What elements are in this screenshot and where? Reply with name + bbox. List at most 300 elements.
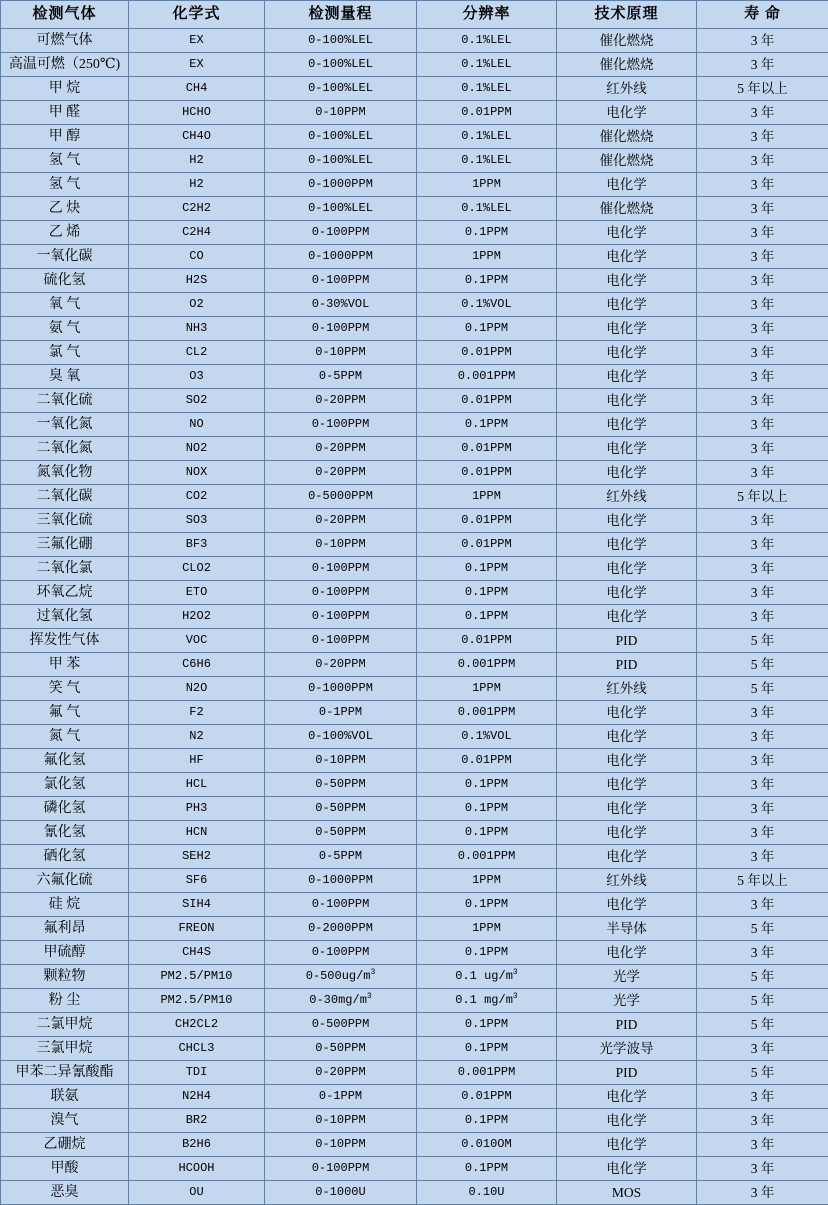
cell-technology: 电化学: [557, 293, 697, 317]
table-row: [1, 413, 828, 437]
cell-formula: F2: [129, 701, 265, 725]
table-row: [1, 1181, 828, 1205]
cell-formula: SO3: [129, 509, 265, 533]
cell-formula: HCHO: [129, 101, 265, 125]
cell-range: 0-2000PPM: [265, 917, 417, 941]
cell-resolution: 0.001PPM: [417, 653, 557, 677]
cell-lifetime: 3 年: [697, 149, 828, 173]
cell-gas-name: 氨 气: [1, 317, 129, 341]
cell-technology: 电化学: [557, 821, 697, 845]
cell-technology: 电化学: [557, 941, 697, 965]
cell-range: 0-100%LEL: [265, 197, 417, 221]
cell-technology: PID: [557, 653, 697, 677]
cell-range: 0-30%VOL: [265, 293, 417, 317]
cell-gas-name: 可燃气体: [1, 29, 129, 53]
cell-resolution: 0.1%VOL: [417, 725, 557, 749]
cell-gas-name: 颗粒物: [1, 965, 129, 989]
table-row: [1, 1061, 828, 1085]
cell-gas-name: 甲 苯: [1, 653, 129, 677]
cell-formula: CH2CL2: [129, 1013, 265, 1037]
table-row: [1, 677, 828, 701]
cell-gas-name: 二氧化氮: [1, 437, 129, 461]
cell-range: 0-20PPM: [265, 653, 417, 677]
cell-resolution: 0.001PPM: [417, 845, 557, 869]
cell-gas-name: 乙硼烷: [1, 1133, 129, 1157]
cell-technology: 催化燃烧: [557, 197, 697, 221]
table-row: [1, 221, 828, 245]
cell-resolution: 0.1PPM: [417, 413, 557, 437]
cell-range: 0-100PPM: [265, 893, 417, 917]
cell-range: 0-10PPM: [265, 1133, 417, 1157]
table-row: [1, 533, 828, 557]
cell-lifetime: 3 年: [697, 1085, 828, 1109]
cell-technology: 电化学: [557, 581, 697, 605]
cell-gas-name: 二氯甲烷: [1, 1013, 129, 1037]
cell-technology: 电化学: [557, 509, 697, 533]
cell-gas-name: 硫化氢: [1, 269, 129, 293]
cell-formula: CH4S: [129, 941, 265, 965]
table-body: [1, 29, 828, 1205]
cell-formula: H2S: [129, 269, 265, 293]
cell-resolution: 0.1PPM: [417, 269, 557, 293]
cell-range: 0-500PPM: [265, 1013, 417, 1037]
cell-lifetime: 3 年: [697, 293, 828, 317]
cell-resolution: 0.1 $mg/m^3$: [417, 989, 557, 1013]
cell-gas-name: 氮氧化物: [1, 461, 129, 485]
cell-lifetime: 3 年: [697, 509, 828, 533]
cell-technology: 电化学: [557, 389, 697, 413]
cell-range: 0-20PPM: [265, 509, 417, 533]
cell-lifetime: 3 年: [697, 845, 828, 869]
cell-technology: 电化学: [557, 437, 697, 461]
table-row: [1, 725, 828, 749]
cell-resolution: 0.010OM: [417, 1133, 557, 1157]
table-header-row: [1, 1, 828, 29]
cell-range: 0-1PPM: [265, 701, 417, 725]
table-row: [1, 821, 828, 845]
cell-technology: 电化学: [557, 533, 697, 557]
cell-gas-name: 恶臭: [1, 1181, 129, 1205]
cell-technology: MOS: [557, 1181, 697, 1205]
cell-formula: H2: [129, 173, 265, 197]
cell-technology: 催化燃烧: [557, 53, 697, 77]
cell-lifetime: 5 年: [697, 1061, 828, 1085]
cell-technology: 光学: [557, 965, 697, 989]
cell-lifetime: 3 年: [697, 269, 828, 293]
cell-formula: EX: [129, 29, 265, 53]
cell-formula: C6H6: [129, 653, 265, 677]
cell-gas-name: 一氧化碳: [1, 245, 129, 269]
cell-gas-name: 磷化氢: [1, 797, 129, 821]
cell-formula: C2H2: [129, 197, 265, 221]
cell-gas-name: 氰化氢: [1, 821, 129, 845]
cell-gas-name: 二氧化硫: [1, 389, 129, 413]
cell-range: 0-10PPM: [265, 749, 417, 773]
table-row: [1, 653, 828, 677]
cell-lifetime: 5 年: [697, 965, 828, 989]
table-row: [1, 173, 828, 197]
cell-resolution: 1PPM: [417, 245, 557, 269]
cell-formula: N2O: [129, 677, 265, 701]
cell-technology: 光学: [557, 989, 697, 1013]
cell-range: $0-500ug/m^3$: [265, 965, 417, 989]
cell-technology: 电化学: [557, 797, 697, 821]
cell-range: 0-100PPM: [265, 1157, 417, 1181]
cell-technology: 电化学: [557, 605, 697, 629]
table-row: [1, 29, 828, 53]
cell-range: 0-100%LEL: [265, 53, 417, 77]
cell-gas-name: 溴气: [1, 1109, 129, 1133]
cell-range: 0-1000U: [265, 1181, 417, 1205]
cell-formula: NH3: [129, 317, 265, 341]
cell-lifetime: 5 年: [697, 653, 828, 677]
cell-range: $0-30mg/m^3$: [265, 989, 417, 1013]
cell-formula: HCL: [129, 773, 265, 797]
cell-resolution: 0.01PPM: [417, 437, 557, 461]
cell-formula: PM2.5/PM10: [129, 965, 265, 989]
table-row: [1, 1013, 828, 1037]
cell-resolution: 1PPM: [417, 485, 557, 509]
cell-formula: FREON: [129, 917, 265, 941]
cell-gas-name: 二氧化碳: [1, 485, 129, 509]
cell-formula: NO: [129, 413, 265, 437]
cell-gas-name: 甲 烷: [1, 77, 129, 101]
table-row: [1, 989, 828, 1013]
cell-formula: NOX: [129, 461, 265, 485]
cell-formula: O3: [129, 365, 265, 389]
cell-lifetime: 3 年: [697, 749, 828, 773]
cell-lifetime: 3 年: [697, 173, 828, 197]
table-row: [1, 53, 828, 77]
cell-lifetime: 3 年: [697, 1157, 828, 1181]
cell-gas-name: 粉 尘: [1, 989, 129, 1013]
cell-formula: HCN: [129, 821, 265, 845]
cell-resolution: 1PPM: [417, 869, 557, 893]
table-row: [1, 749, 828, 773]
column-header-formula: 化学式: [129, 1, 265, 29]
cell-technology: 电化学: [557, 701, 697, 725]
cell-range: 0-100PPM: [265, 629, 417, 653]
table-row: [1, 1133, 828, 1157]
cell-range: 0-50PPM: [265, 1037, 417, 1061]
table-row: [1, 485, 828, 509]
cell-resolution: 0.001PPM: [417, 701, 557, 725]
table-row: [1, 245, 828, 269]
cell-technology: 电化学: [557, 1109, 697, 1133]
cell-range: 0-20PPM: [265, 1061, 417, 1085]
cell-gas-name: 氟 气: [1, 701, 129, 725]
table-row: [1, 557, 828, 581]
table-row: [1, 269, 828, 293]
cell-gas-name: 氢 气: [1, 173, 129, 197]
cell-lifetime: 3 年: [697, 1181, 828, 1205]
cell-gas-name: 氢 气: [1, 149, 129, 173]
cell-range: 0-50PPM: [265, 773, 417, 797]
cell-gas-name: 三氯甲烷: [1, 1037, 129, 1061]
cell-lifetime: 3 年: [697, 557, 828, 581]
cell-lifetime: 5 年以上: [697, 869, 828, 893]
table-row: [1, 893, 828, 917]
cell-formula: CO2: [129, 485, 265, 509]
cell-formula: CL2: [129, 341, 265, 365]
cell-resolution: 0.1 $ug/m^3$: [417, 965, 557, 989]
cell-technology: PID: [557, 1013, 697, 1037]
cell-gas-name: 挥发性气体: [1, 629, 129, 653]
cell-gas-name: 氯化氢: [1, 773, 129, 797]
cell-resolution: 0.1PPM: [417, 893, 557, 917]
cell-formula: EX: [129, 53, 265, 77]
cell-gas-name: 甲硫醇: [1, 941, 129, 965]
cell-range: 0-10PPM: [265, 341, 417, 365]
cell-formula: PM2.5/PM10: [129, 989, 265, 1013]
cell-resolution: 0.01PPM: [417, 1085, 557, 1109]
cell-technology: 电化学: [557, 269, 697, 293]
table-row: [1, 1085, 828, 1109]
cell-gas-name: 硒化氢: [1, 845, 129, 869]
cell-gas-name: 联氨: [1, 1085, 129, 1109]
cell-gas-name: 甲 醛: [1, 101, 129, 125]
cell-resolution: 0.1%LEL: [417, 53, 557, 77]
table-row: [1, 125, 828, 149]
cell-range: 0-50PPM: [265, 797, 417, 821]
cell-range: 0-100%LEL: [265, 29, 417, 53]
cell-range: 0-100PPM: [265, 557, 417, 581]
cell-range: 0-100PPM: [265, 413, 417, 437]
cell-range: 0-10PPM: [265, 533, 417, 557]
cell-resolution: 0.1%LEL: [417, 77, 557, 101]
cell-range: 0-10PPM: [265, 101, 417, 125]
cell-resolution: 0.01PPM: [417, 533, 557, 557]
cell-technology: 电化学: [557, 365, 697, 389]
cell-range: 0-5PPM: [265, 845, 417, 869]
table-row: [1, 437, 828, 461]
cell-gas-name: 三氟化硼: [1, 533, 129, 557]
cell-lifetime: 5 年: [697, 629, 828, 653]
cell-resolution: 1PPM: [417, 173, 557, 197]
cell-formula: TDI: [129, 1061, 265, 1085]
cell-resolution: 0.1PPM: [417, 1037, 557, 1061]
cell-formula: O2: [129, 293, 265, 317]
cell-lifetime: 3 年: [697, 101, 828, 125]
cell-range: 0-100PPM: [265, 605, 417, 629]
cell-range: 0-100PPM: [265, 581, 417, 605]
cell-gas-name: 过氧化氢: [1, 605, 129, 629]
cell-technology: 电化学: [557, 1085, 697, 1109]
cell-range: 0-100%LEL: [265, 149, 417, 173]
cell-gas-name: 甲苯二异氰酸酯: [1, 1061, 129, 1085]
cell-lifetime: 3 年: [697, 125, 828, 149]
cell-resolution: 0.001PPM: [417, 1061, 557, 1085]
cell-range: 0-5PPM: [265, 365, 417, 389]
cell-technology: 电化学: [557, 845, 697, 869]
cell-resolution: 0.1%LEL: [417, 125, 557, 149]
cell-gas-name: 氧 气: [1, 293, 129, 317]
table-row: [1, 581, 828, 605]
cell-technology: 电化学: [557, 557, 697, 581]
cell-technology: 电化学: [557, 749, 697, 773]
cell-lifetime: 3 年: [697, 797, 828, 821]
table-row: [1, 1157, 828, 1181]
cell-lifetime: 3 年: [697, 773, 828, 797]
cell-lifetime: 5 年以上: [697, 77, 828, 101]
cell-lifetime: 3 年: [697, 941, 828, 965]
table-row: [1, 101, 828, 125]
cell-resolution: 0.01PPM: [417, 341, 557, 365]
cell-technology: 电化学: [557, 245, 697, 269]
cell-resolution: 0.10U: [417, 1181, 557, 1205]
cell-technology: 催化燃烧: [557, 149, 697, 173]
cell-formula: ETO: [129, 581, 265, 605]
cell-resolution: 0.1PPM: [417, 797, 557, 821]
cell-gas-name: 甲 醇: [1, 125, 129, 149]
cell-technology: 电化学: [557, 1133, 697, 1157]
table-row: [1, 917, 828, 941]
cell-lifetime: 3 年: [697, 197, 828, 221]
cell-technology: PID: [557, 629, 697, 653]
cell-range: 0-100PPM: [265, 269, 417, 293]
cell-resolution: 0.01PPM: [417, 389, 557, 413]
cell-formula: SO2: [129, 389, 265, 413]
column-header-lifetime: 寿 命: [697, 1, 828, 29]
cell-lifetime: 3 年: [697, 821, 828, 845]
table-row: [1, 317, 828, 341]
cell-resolution: 0.1PPM: [417, 821, 557, 845]
cell-range: 0-100PPM: [265, 941, 417, 965]
cell-resolution: 1PPM: [417, 917, 557, 941]
cell-formula: CH4: [129, 77, 265, 101]
cell-gas-name: 一氧化氮: [1, 413, 129, 437]
cell-formula: SF6: [129, 869, 265, 893]
cell-resolution: 0.1%LEL: [417, 149, 557, 173]
cell-formula: SEH2: [129, 845, 265, 869]
cell-lifetime: 3 年: [697, 53, 828, 77]
cell-resolution: 0.1PPM: [417, 1157, 557, 1181]
cell-lifetime: 3 年: [697, 461, 828, 485]
cell-technology: 电化学: [557, 893, 697, 917]
cell-resolution: 0.1PPM: [417, 221, 557, 245]
cell-range: 0-50PPM: [265, 821, 417, 845]
cell-technology: 电化学: [557, 1157, 697, 1181]
cell-gas-name: 甲酸: [1, 1157, 129, 1181]
cell-formula: CO: [129, 245, 265, 269]
table-row: [1, 461, 828, 485]
table-row: [1, 701, 828, 725]
cell-resolution: 0.1PPM: [417, 605, 557, 629]
cell-range: 0-1000PPM: [265, 869, 417, 893]
cell-range: 0-20PPM: [265, 389, 417, 413]
cell-gas-name: 氟利昂: [1, 917, 129, 941]
cell-lifetime: 3 年: [697, 221, 828, 245]
table-row: [1, 965, 828, 989]
cell-formula: CLO2: [129, 557, 265, 581]
column-header-resolution: 分辨率: [417, 1, 557, 29]
cell-resolution: 0.1%VOL: [417, 293, 557, 317]
table-row: [1, 869, 828, 893]
cell-lifetime: 3 年: [697, 341, 828, 365]
cell-technology: 电化学: [557, 461, 697, 485]
cell-gas-name: 氮 气: [1, 725, 129, 749]
table-row: [1, 1109, 828, 1133]
cell-formula: OU: [129, 1181, 265, 1205]
cell-resolution: 0.01PPM: [417, 629, 557, 653]
table-row: [1, 365, 828, 389]
cell-formula: B2H6: [129, 1133, 265, 1157]
cell-resolution: 0.1PPM: [417, 581, 557, 605]
cell-lifetime: 5 年以上: [697, 485, 828, 509]
cell-technology: 电化学: [557, 341, 697, 365]
cell-range: 0-1000PPM: [265, 173, 417, 197]
cell-gas-name: 氟化氢: [1, 749, 129, 773]
cell-lifetime: 3 年: [697, 29, 828, 53]
table-row: [1, 797, 828, 821]
cell-technology: 红外线: [557, 485, 697, 509]
cell-resolution: 0.01PPM: [417, 509, 557, 533]
cell-formula: C2H4: [129, 221, 265, 245]
cell-gas-name: 六氟化硫: [1, 869, 129, 893]
table-row: [1, 197, 828, 221]
table-row: [1, 773, 828, 797]
cell-lifetime: 3 年: [697, 581, 828, 605]
cell-lifetime: 3 年: [697, 413, 828, 437]
cell-gas-name: 臭 氧: [1, 365, 129, 389]
cell-lifetime: 5 年: [697, 917, 828, 941]
cell-gas-name: 二氧化氯: [1, 557, 129, 581]
cell-technology: 电化学: [557, 725, 697, 749]
cell-formula: CHCL3: [129, 1037, 265, 1061]
cell-lifetime: 3 年: [697, 365, 828, 389]
cell-formula: H2: [129, 149, 265, 173]
column-header-gas: 检测气体: [1, 1, 129, 29]
table-row: [1, 341, 828, 365]
cell-technology: 电化学: [557, 173, 697, 197]
table-row: [1, 629, 828, 653]
cell-range: 0-1000PPM: [265, 677, 417, 701]
cell-lifetime: 3 年: [697, 1133, 828, 1157]
cell-resolution: 0.001PPM: [417, 365, 557, 389]
cell-resolution: 1PPM: [417, 677, 557, 701]
cell-formula: PH3: [129, 797, 265, 821]
cell-lifetime: 3 年: [697, 1037, 828, 1061]
cell-formula: H2O2: [129, 605, 265, 629]
cell-technology: 电化学: [557, 101, 697, 125]
cell-lifetime: 3 年: [697, 893, 828, 917]
cell-resolution: 0.1PPM: [417, 557, 557, 581]
cell-lifetime: 3 年: [697, 533, 828, 557]
table-row: [1, 845, 828, 869]
cell-resolution: 0.1PPM: [417, 773, 557, 797]
cell-technology: 催化燃烧: [557, 29, 697, 53]
cell-lifetime: 3 年: [697, 317, 828, 341]
cell-range: 0-100%VOL: [265, 725, 417, 749]
cell-resolution: 0.01PPM: [417, 749, 557, 773]
cell-lifetime: 3 年: [697, 245, 828, 269]
cell-range: 0-100%LEL: [265, 125, 417, 149]
cell-resolution: 0.1%LEL: [417, 197, 557, 221]
cell-formula: HF: [129, 749, 265, 773]
cell-gas-name: 环氧乙烷: [1, 581, 129, 605]
cell-resolution: 0.01PPM: [417, 101, 557, 125]
cell-formula: VOC: [129, 629, 265, 653]
cell-gas-name: 高温可燃（250℃): [1, 53, 129, 77]
cell-lifetime: 3 年: [697, 437, 828, 461]
cell-lifetime: 3 年: [697, 701, 828, 725]
cell-technology: 红外线: [557, 77, 697, 101]
cell-resolution: 0.1PPM: [417, 941, 557, 965]
cell-technology: 电化学: [557, 317, 697, 341]
cell-formula: NO2: [129, 437, 265, 461]
cell-technology: 电化学: [557, 773, 697, 797]
cell-range: 0-100PPM: [265, 221, 417, 245]
